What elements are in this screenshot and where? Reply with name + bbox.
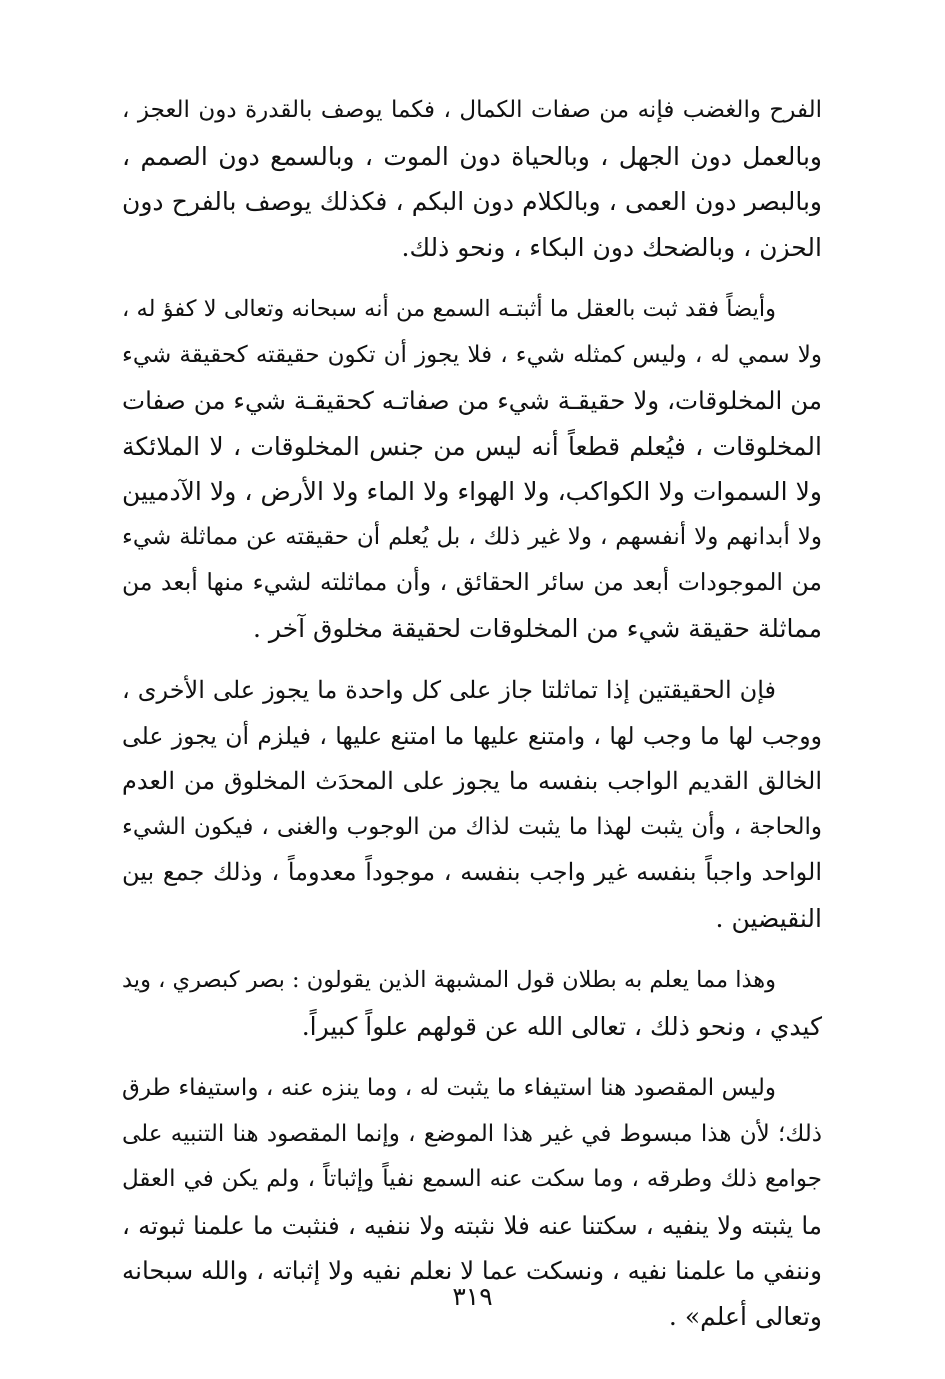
- text-line: مماثلة حقيقة شيء من المخلوقات لحقيقة مخلوق آخر .: [252, 613, 822, 643]
- paragraph-1: [122, 88, 822, 270]
- text-line: جوامع ذلك وطرقه ، وما سكت عنه السمع نفياً وإثباتاً ، ولم يكن في العقل: [122, 1166, 822, 1192]
- text-line: وتعالى أعلم» .: [668, 1301, 822, 1331]
- paragraph-3: [122, 668, 822, 941]
- paragraph-2: [122, 287, 822, 651]
- text-line: وليس المقصود هنا استيفاء ما يثبت له ، وما ينزه عنه ، واستيفاء طرق: [122, 1075, 776, 1101]
- text-line: ولا السموات ولا الكواكب، ولا الهواء ولا الماء ولا الأرض ، ولا الآدميين: [122, 477, 822, 506]
- text-line: الفرح والغضب فإنه من صفات الكمال ، فكما يوصف بالقدرة دون العجز ،: [122, 97, 822, 123]
- text-line: النقيضين .: [715, 903, 822, 933]
- text-line: كيدي ، ونحو ذلك ، تعالى الله عن قولهم علواً كبيراً.: [301, 1011, 822, 1041]
- text-line: وبالعمل دون الجهل ، وبالحياة دون الموت ، وبالسمع دون الصمم ،: [122, 141, 822, 171]
- text-line: وبالبصر دون العمى ، وبالكلام دون البكم ، فكذلك يوصف بالفرح دون: [122, 187, 822, 216]
- text-line: من الموجودات أبعد من سائر الحقائق ، وأن مماثلته لشيء منها أبعد من: [122, 568, 822, 596]
- paragraph-4: [122, 958, 822, 1049]
- text-line: من المخلوقات، ولا حقيقـة شيء من صفاتـه كحقيقـة شيء من صفات: [122, 386, 822, 415]
- text-line: الواحد واجباً بنفسه غير واجب بنفسه ، موجوداً معدوماً ، وذلك جمع بين: [122, 858, 822, 886]
- text-line: المخلوقات ، فيُعلم قطعاً أنه ليس من جنس المخلوقات ، لا الملائكة: [122, 431, 822, 461]
- page-body: [122, 88, 822, 1356]
- text-line: الخالق القديم الواجب بنفسه ما يجوز على المحدَث المخلوق من العدم: [122, 767, 822, 795]
- text-line: والحاجة ، وأن يثبت لهذا ما يثبت لذاك من الوجوب والغنى ، فيكون الشيء: [122, 813, 822, 840]
- text-line: وننفي ما علمنا نفيه ، ونسكت عما لا نعلم نفيه ولا إثباته ، والله سبحانه: [122, 1256, 822, 1285]
- text-line: الحزن ، وبالضحك دون البكاء ، ونحو ذلك.: [401, 232, 822, 262]
- text-line: فإن الحقيقتين إذا تماثلتا جاز على كل واحدة ما يجوز على الأخرى ،: [122, 676, 776, 704]
- text-line: ذلك؛ لأن هذا مبسوط في غير هذا الموضع ، وإنما المقصود هنا التنبيه على: [122, 1120, 822, 1147]
- text-line: ووجب لها ما وجب لها ، وامتنع عليها ما امتنع عليها ، فيلزم أن يجوز على: [122, 721, 822, 750]
- page-number: ٣١٩: [452, 1282, 493, 1311]
- text-line: ولا سمي له ، وليس كمثله شيء ، فلا يجوز أن تكون حقيقته كحقيقة شيء: [122, 341, 822, 368]
- text-line: وهذا مما يعلم به بطلان قول المشبهة الذين يقولون : بصر كبصري ، ويد: [122, 967, 776, 993]
- text-line: وأيضاً فقد ثبت بالعقل ما أثبتـه السمع من أنه سبحانه وتعالى لا كفؤ له ،: [122, 296, 776, 322]
- text-line: ما يثبته ولا ينفيه ، سكتنا عنه فلا نثبته ولا ننفيه ، فنثبت ما علمنا ثبوته ،: [122, 1210, 822, 1240]
- text-line: ولا أبدانهم ولا أنفسهم ، ولا غير ذلك ، بل يُعلم أن حقيقته عن مماثلة شيء: [122, 523, 822, 550]
